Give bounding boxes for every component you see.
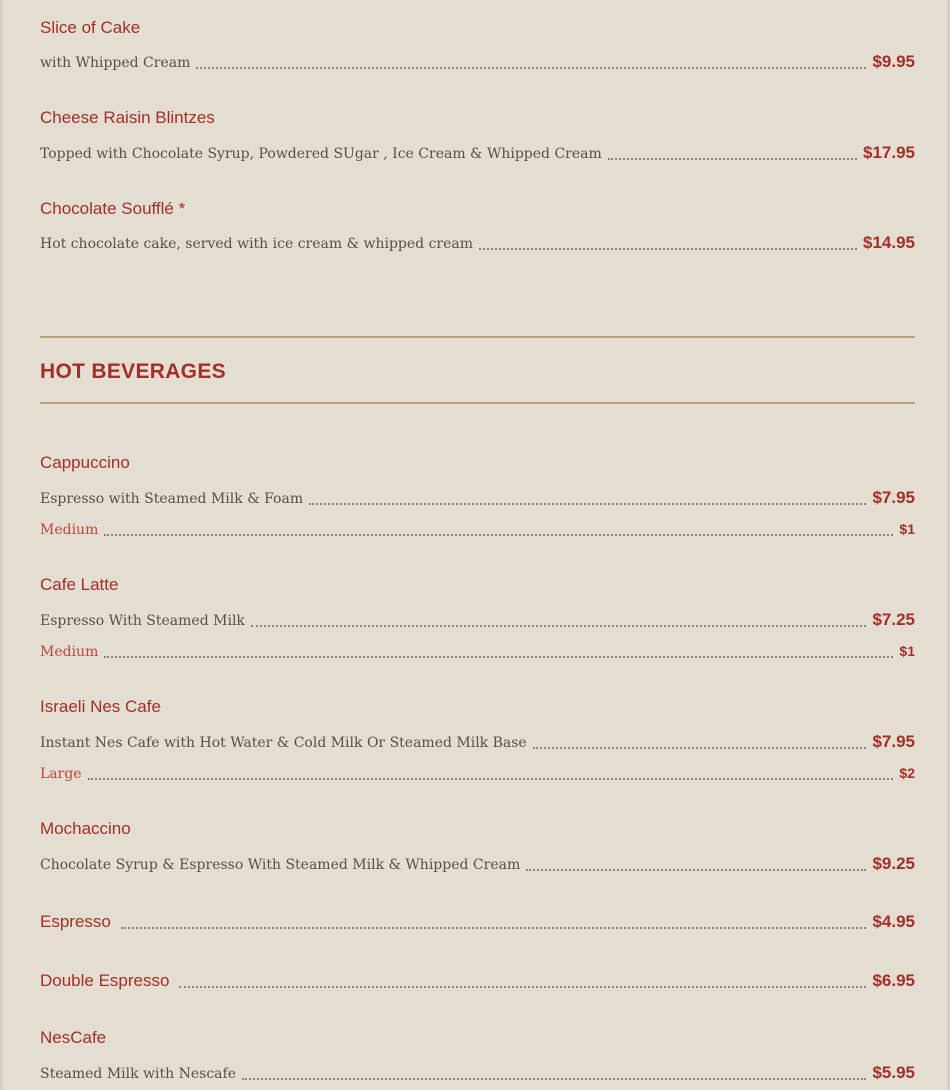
- size-option-row: [40, 639, 915, 661]
- item-name: Israeli Nes Cafe: [40, 697, 161, 716]
- item-price: $17.95: [863, 143, 915, 162]
- menu-item-row: [40, 608, 915, 630]
- menu-item-row: [40, 231, 915, 253]
- menu-item-row: [40, 486, 915, 508]
- menu-item-row: [40, 910, 915, 932]
- section-rule-top: [40, 336, 915, 338]
- leader-dots: [104, 656, 893, 658]
- leader-dots: [533, 747, 867, 749]
- item-name: Chocolate Soufflé *: [40, 199, 186, 218]
- section-title: HOT BEVERAGES: [40, 360, 226, 383]
- leader-dots: [309, 503, 866, 505]
- leader-dots: [179, 986, 866, 988]
- item-name: Cappuccino: [40, 453, 130, 472]
- menu-item-row: [40, 730, 915, 752]
- size-price: $2: [899, 765, 915, 781]
- menu-item-row: [40, 969, 915, 991]
- item-name: Cafe Latte: [40, 575, 119, 594]
- item-description: Topped with Chocolate Syrup, Powdered SUgar , Ice Cream & Whipped Cream: [40, 146, 602, 162]
- item-name: Mochaccino: [40, 819, 131, 838]
- item-name: Slice of Cake: [40, 18, 141, 37]
- item-name: Double Espresso: [40, 971, 170, 990]
- item-price: $14.95: [863, 233, 915, 252]
- leader-dots: [104, 534, 893, 536]
- item-name: Cheese Raisin Blintzes: [40, 108, 215, 127]
- leader-dots: [608, 158, 857, 160]
- item-price: $9.95: [872, 52, 915, 71]
- menu-item-row: [40, 852, 915, 874]
- leader-dots: [196, 67, 866, 69]
- menu-item-row: [40, 50, 915, 72]
- item-description: Instant Nes Cafe with Hot Water & Cold Milk Or Steamed Milk Base: [40, 735, 527, 751]
- item-name: Espresso: [40, 912, 111, 931]
- leader-dots: [479, 248, 857, 250]
- size-price: $1: [899, 521, 915, 537]
- leader-dots: [242, 1078, 866, 1080]
- item-description: Steamed Milk with Nescafe: [40, 1066, 236, 1082]
- item-price: $7.95: [872, 732, 915, 751]
- item-price: $4.95: [872, 912, 915, 931]
- menu-item-row: [40, 1061, 915, 1083]
- menu-item-row: [40, 141, 915, 163]
- size-option-row: [40, 761, 915, 783]
- leader-dots: [121, 927, 867, 929]
- size-label: Medium: [40, 644, 99, 660]
- item-price: $6.95: [872, 971, 915, 990]
- item-price: $7.25: [872, 610, 915, 629]
- leader-dots: [251, 625, 867, 627]
- item-description: Hot chocolate cake, served with ice cream & whipped cream: [40, 236, 474, 252]
- size-price: $1: [899, 643, 915, 659]
- item-price: $9.25: [872, 854, 915, 873]
- item-description: Espresso with Steamed Milk & Foam: [40, 491, 304, 507]
- item-description: Chocolate Syrup & Espresso With Steamed Milk & Whipped Cream: [40, 857, 521, 873]
- item-price: $7.95: [872, 488, 915, 507]
- size-option-row: [40, 517, 915, 539]
- item-price: $5.95: [872, 1063, 915, 1082]
- item-description: with Whipped Cream: [40, 55, 191, 71]
- size-label: Large: [40, 766, 82, 782]
- item-description: Espresso With Steamed Milk: [40, 613, 245, 629]
- leader-dots: [526, 869, 866, 871]
- section-rule-bottom: [40, 402, 915, 404]
- size-label: Medium: [40, 522, 99, 538]
- item-name: NesCafe: [40, 1028, 107, 1047]
- leader-dots: [88, 778, 894, 780]
